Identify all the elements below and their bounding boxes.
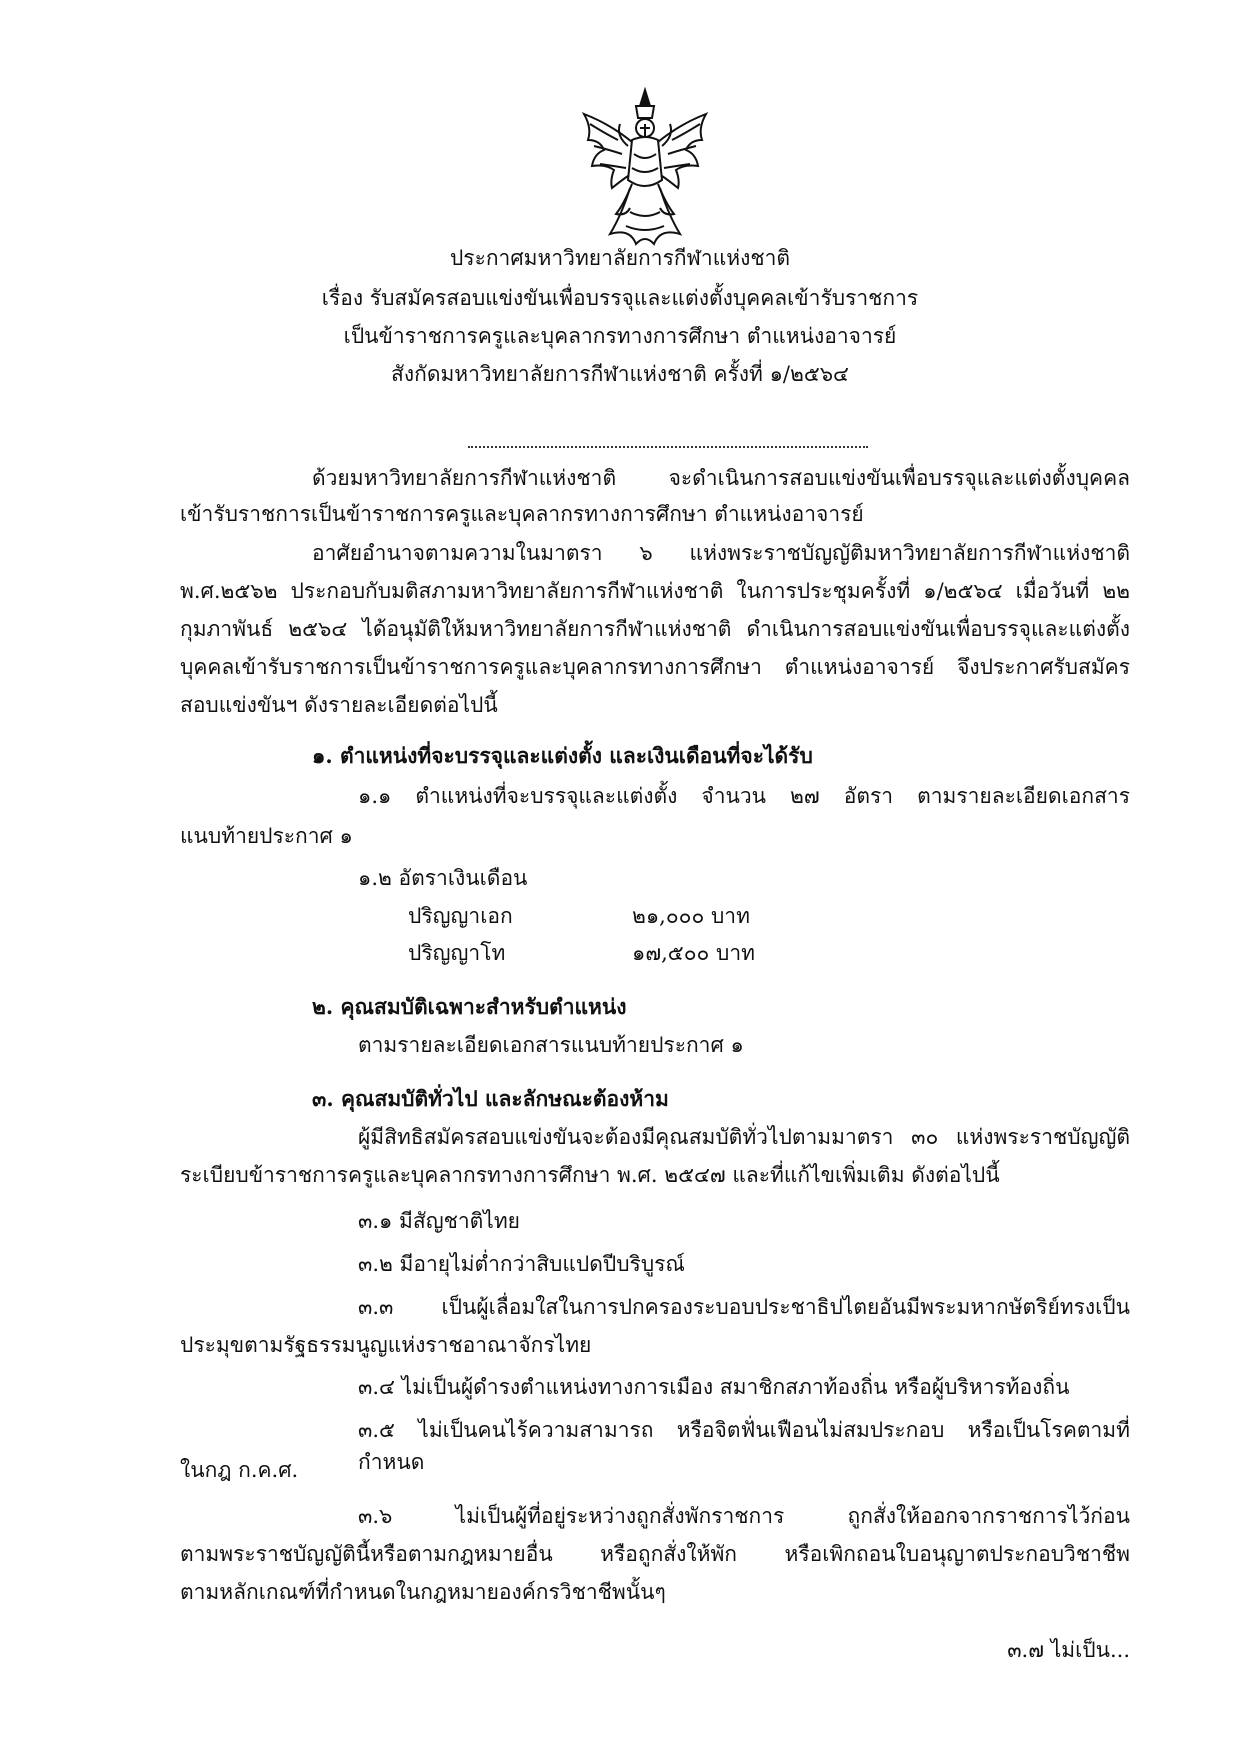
garuda-emblem-icon xyxy=(570,84,720,264)
announcement-subject: เรื่อง รับสมัครสอบแข่งขันเพื่อบรรจุและแต่งตั้งบุคคลเข้ารับราชการ xyxy=(321,286,919,310)
salary-amount-phd: ๒๑,๐๐๐ บาท xyxy=(632,904,750,928)
announcement-title: ประกาศมหาวิทยาลัยการกีฬาแห่งชาติ xyxy=(449,246,791,270)
intro-paragraph-2-line3: กุมภาพันธ์ ๒๕๖๔ ได้อนุมัติให้มหาวิทยาลัยการกีฬาแห่งชาติ ดำเนินการสอบแข่งขันเพื่อบรรจุและแต่งตั้ง xyxy=(180,617,1130,641)
section-2-body: ตามรายละเอียดเอกสารแนบท้ายประกาศ ๑ xyxy=(358,1033,744,1057)
intro-paragraph-2-line2: พ.ศ.๒๕๖๒ ประกอบกับมติสภามหาวิทยาลัยการกีฬาแห่งชาติ ในการประชุมครั้งที่ ๑/๒๕๖๔ เมื่อวันที่ ๒๒ xyxy=(180,579,1130,603)
continuation-note: ๓.๗ ไม่เป็น... xyxy=(1007,1638,1130,1662)
section-1-1-line2: แนบท้ายประกาศ ๑ xyxy=(180,824,353,848)
section-3-6-line1: ๓.๖ ไม่เป็นผู้ที่อยู่ระหว่างถูกสั่งพักราชการ ถูกสั่งให้ออกจากราชการไว้ก่อน xyxy=(358,1504,1130,1528)
intro-paragraph-2-line5: สอบแข่งขันฯ ดังรายละเอียดต่อไปนี้ xyxy=(180,693,498,717)
section-3-4: ๓.๔ ไม่เป็นผู้ดำรงตำแหน่งทางการเมือง สมาชิกสภาท้องถิ่น หรือผู้บริหารท้องถิ่น xyxy=(358,1375,1070,1399)
section-2-heading: ๒. คุณสมบัติเฉพาะสำหรับตำแหน่ง xyxy=(312,994,627,1019)
section-3-6-line3: ตามหลักเกณฑ์ที่กำหนดในกฎหมายองค์กรวิชาชีพนั้นๆ xyxy=(180,1580,666,1604)
salary-degree-masters: ปริญญาโท xyxy=(408,941,506,965)
section-3-5-line2: ในกฎ ก.ค.ศ. xyxy=(180,1458,299,1482)
intro-paragraph-1-line1: ด้วยมหาวิทยาลัยการกีฬาแห่งชาติ จะดำเนินการสอบแข่งขันเพื่อบรรจุและแต่งตั้งบุคคล xyxy=(312,466,1130,490)
section-3-2: ๓.๒ มีอายุไม่ต่ำกว่าสิบแปดปีบริบูรณ์ xyxy=(358,1252,685,1276)
section-3-1: ๓.๑ มีสัญชาติไทย xyxy=(358,1209,520,1233)
section-3-5-line1: ๓.๕ ไม่เป็นคนไร้ความสามารถ หรือจิตฟั่นเฟือนไม่สมประกอบ หรือเป็นโรคตามที่กำหนด xyxy=(358,1418,1130,1474)
section-3-heading: ๓. คุณสมบัติทั่วไป และลักษณะต้องห้าม xyxy=(312,1086,669,1111)
intro-paragraph-2-line4: บุคคลเข้ารับราชการเป็นข้าราชการครูและบุคลากรทางการศึกษา ตำแหน่งอาจารย์ จึงประกาศรับสมัคร xyxy=(180,655,1130,679)
intro-paragraph-1-line2: เข้ารับราชการเป็นข้าราชการครูและบุคลากรทางการศึกษา ตำแหน่งอาจารย์ xyxy=(180,502,864,526)
section-3-6-line2: ตามพระราชบัญญัตินี้หรือตามกฎหมายอื่น หรือถูกสั่งให้พัก หรือเพิกถอนใบอนุญาตประกอบวิชาชีพ xyxy=(180,1542,1130,1566)
section-3-3-line2: ประมุขตามรัฐธรรมนูญแห่งราชอาณาจักรไทย xyxy=(180,1333,592,1357)
section-1-heading: ๑. ตำแหน่งที่จะบรรจุและแต่งตั้ง และเงินเดือนที่จะได้รับ xyxy=(312,743,813,768)
section-1-2-salary-label: ๑.๒ อัตราเงินเดือน xyxy=(358,866,528,890)
section-1-1-line1: ๑.๑ ตำแหน่งที่จะบรรจุและแต่งตั้ง จำนวน ๒๗ อัตรา ตามรายละเอียดเอกสาร xyxy=(358,784,1130,808)
salary-amount-masters: ๑๗,๕๐๐ บาท xyxy=(632,941,755,965)
separator-dotted-line xyxy=(468,446,868,448)
section-3-intro-line2: ระเบียบข้าราชการครูและบุคลากรทางการศึกษา พ.ศ. ๒๕๔๗ และที่แก้ไขเพิ่มเติม ดังต่อไปนี้ xyxy=(180,1163,1000,1187)
intro-paragraph-2-line1: อาศัยอำนาจตามความในมาตรา ๖ แห่งพระราชบัญญัติมหาวิทยาลัยการกีฬาแห่งชาติ xyxy=(312,541,1130,565)
section-3-3-line1: ๓.๓ เป็นผู้เลื่อมใสในการปกครองระบอบประชาธิปไตยอันมีพระมหากษัตริย์ทรงเป็น xyxy=(358,1295,1130,1319)
salary-degree-phd: ปริญญาเอก xyxy=(408,904,513,928)
announcement-subject-line3: สังกัดมหาวิทยาลัยการกีฬาแห่งชาติ ครั้งที่ ๑/๒๕๖๔ xyxy=(391,362,849,386)
announcement-subject-line2: เป็นข้าราชการครูและบุคลากรทางการศึกษา ตำแหน่งอาจารย์ xyxy=(343,324,897,348)
section-3-intro-line1: ผู้มีสิทธิสมัครสอบแข่งขันจะต้องมีคุณสมบัติทั่วไปตามมาตรา ๓๐ แห่งพระราชบัญญัติ xyxy=(358,1125,1130,1149)
